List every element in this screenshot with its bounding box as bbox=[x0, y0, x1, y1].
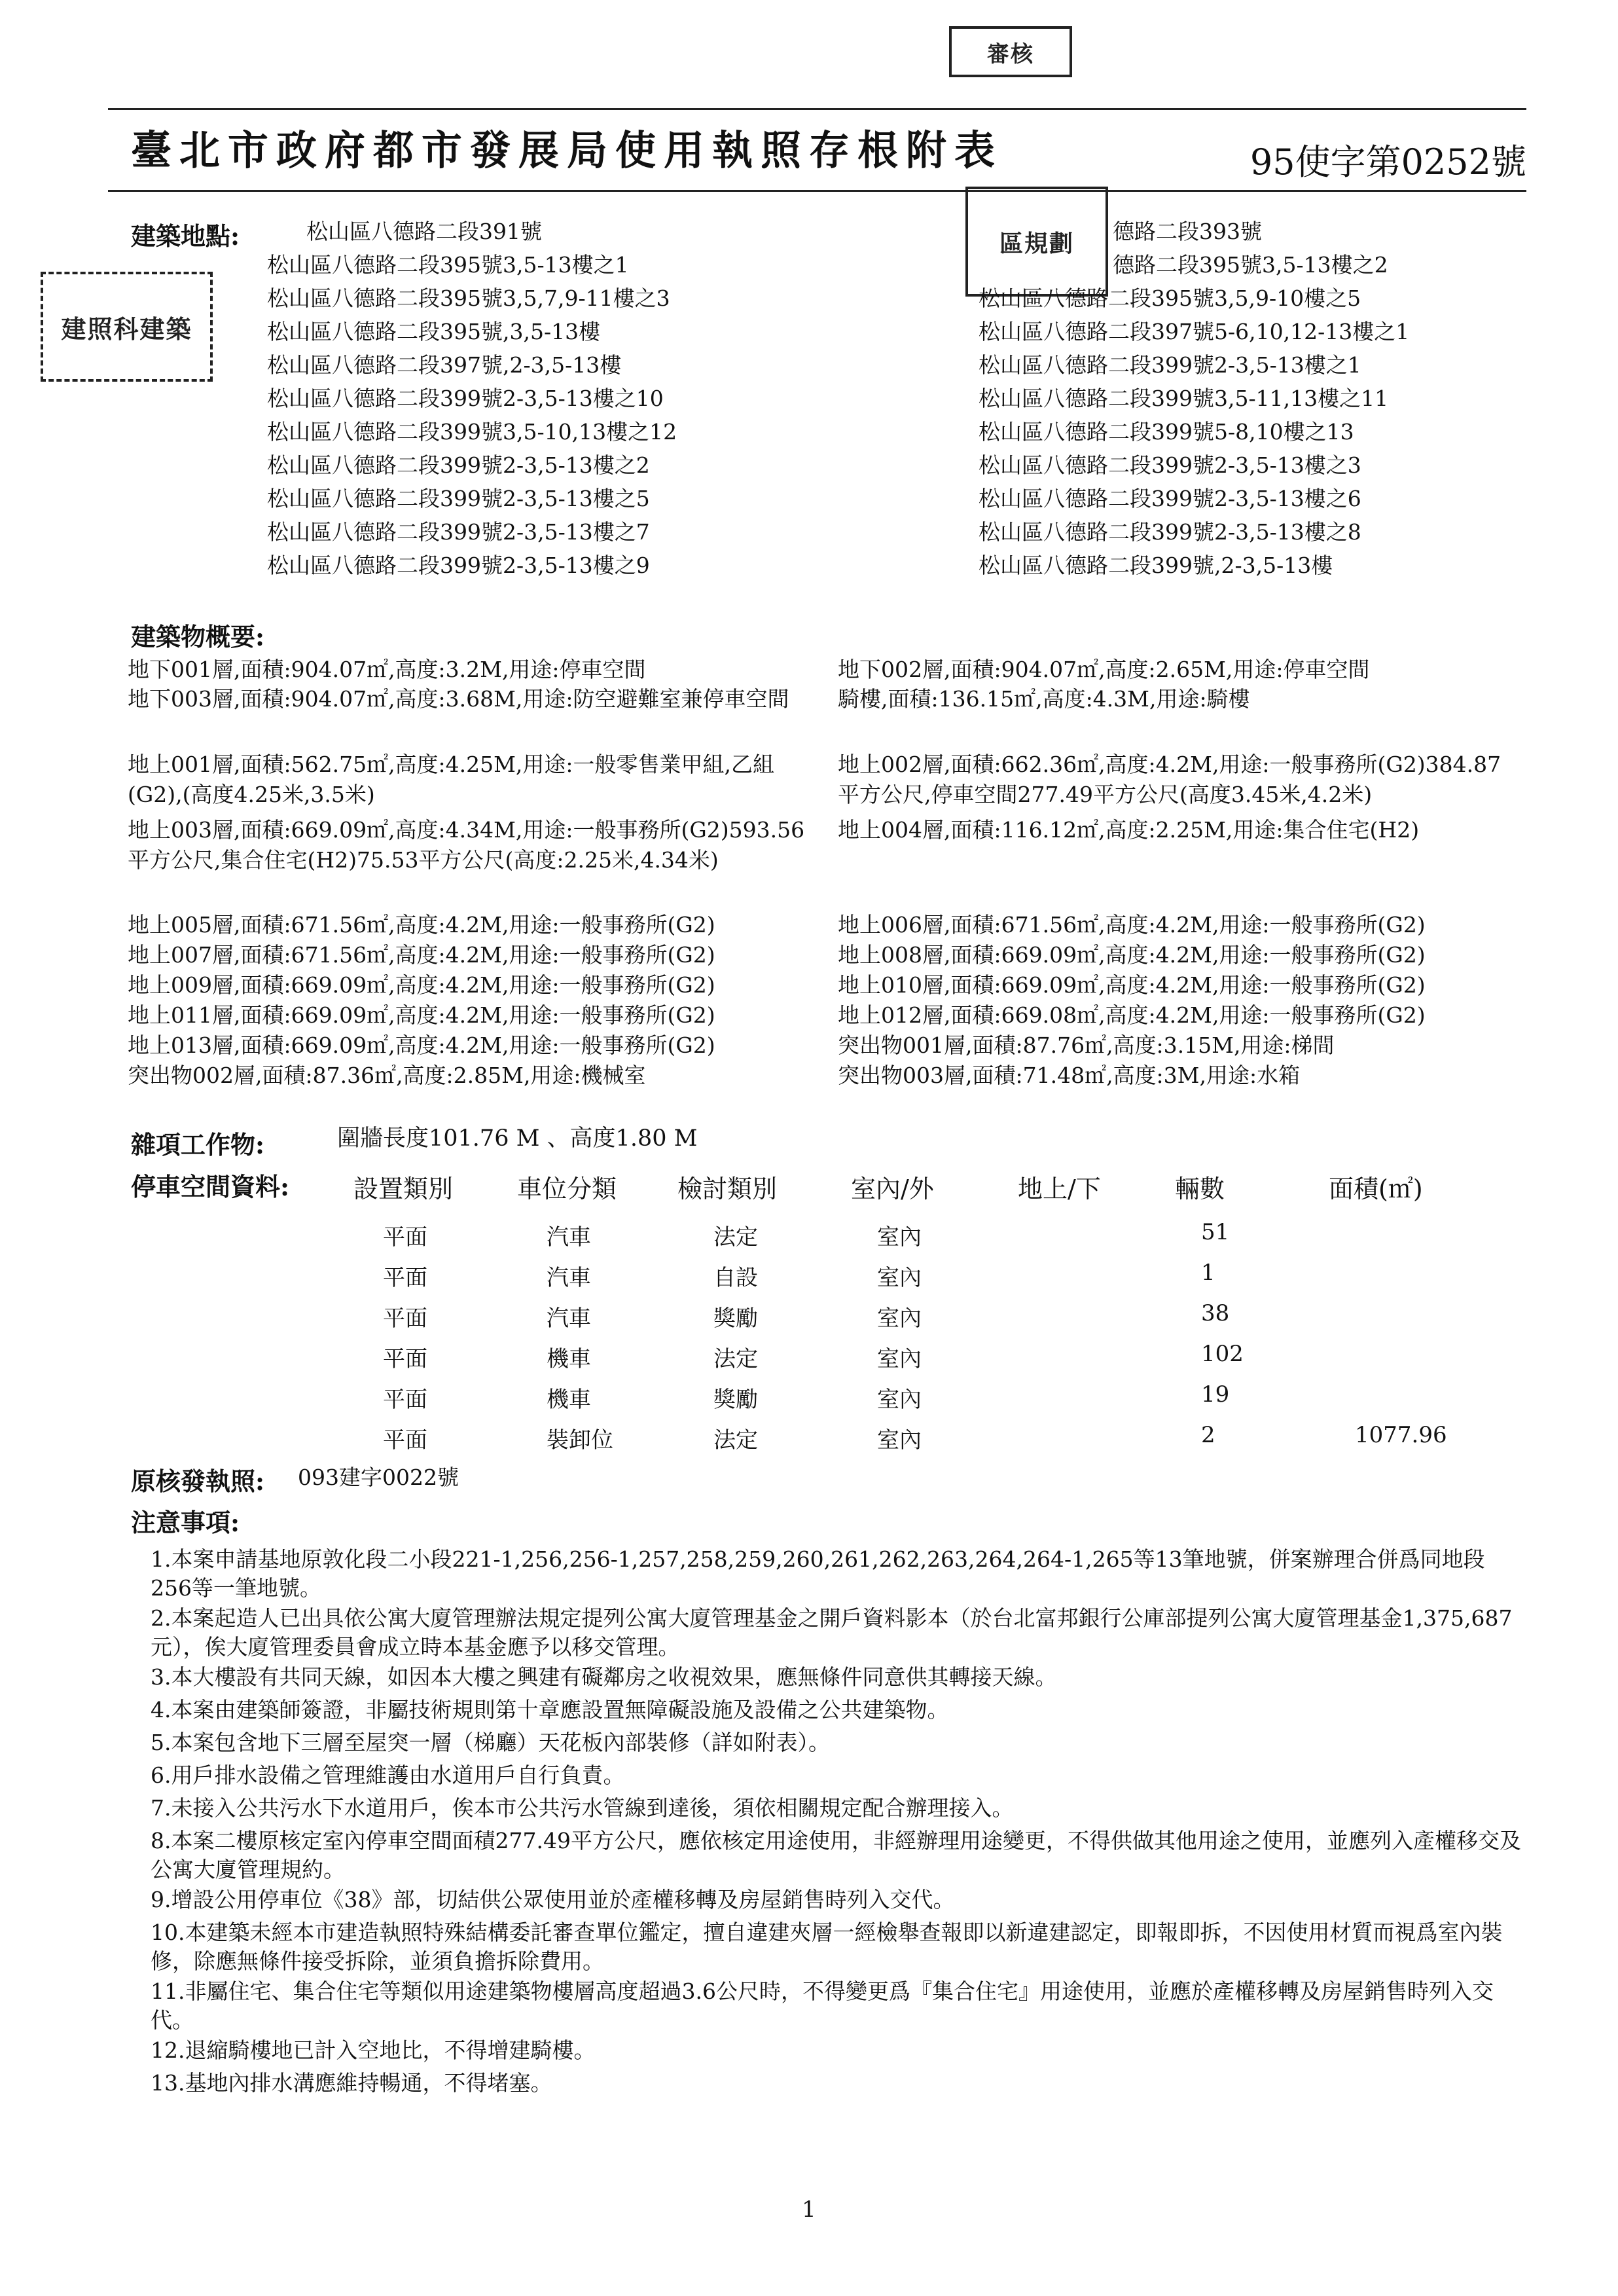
overview-label: 建築物概要: bbox=[131, 622, 265, 651]
parking-header-cell: 設置類別 bbox=[353, 1175, 454, 1203]
title-bottom-rule bbox=[108, 190, 1526, 192]
parking-header-cell: 面積(㎡) bbox=[1329, 1175, 1423, 1203]
address-right-item: 松山區八德路二段399號2-3,5-13樓之6 bbox=[979, 486, 1361, 511]
parking-cell: 平面 bbox=[383, 1387, 427, 1413]
address-left-item: 松山區八德路二段399號2-3,5-13樓之7 bbox=[267, 519, 650, 545]
parking-header-cell: 室內/外 bbox=[851, 1175, 934, 1203]
overview-right-item: 突出物001層,面積:87.76㎡,高度:3.15M,用途:梯間 bbox=[838, 1032, 1335, 1058]
overview-right-item: 地上004層,面積:116.12㎡,高度:2.25M,用途:集合住宅(H2) bbox=[838, 817, 1420, 843]
note-item: 5.本案包含地下三層至屋突一層（梯廳）天花板內部裝修（詳如附表）。 bbox=[151, 1730, 830, 1755]
overview-right-item: 地上006層,面積:671.56㎡,高度:4.2M,用途:一般事務所(G2) bbox=[838, 912, 1426, 938]
parking-cell: 2 bbox=[1201, 1422, 1215, 1448]
overview-left-item: 地上007層,面積:671.56㎡,高度:4.2M,用途:一般事務所(G2) bbox=[128, 942, 715, 968]
note-item: 9.增設公用停車位《38》部，切結供公眾使用並於產權移轉及房屋銷售時列入交代。 bbox=[151, 1887, 955, 1912]
note-item: 7.未接入公共污水下水道用戶，俟本市公共污水管線到達後，須依相關規定配合辦理接入。 bbox=[151, 1795, 1014, 1821]
original-license-value: 093建字0022號 bbox=[298, 1465, 459, 1490]
page-title: 臺北市政府都市發展局使用執照存根附表 bbox=[131, 126, 1003, 174]
parking-label: 停車空間資料: bbox=[131, 1172, 290, 1201]
address-left-item: 松山區八德路二段399號2-3,5-13樓之9 bbox=[267, 553, 650, 578]
address-label: 建築地點: bbox=[131, 221, 240, 251]
overview-right-item: 騎樓,面積:136.15㎡,高度:4.3M,用途:騎樓 bbox=[838, 686, 1250, 712]
parking-cell: 102 bbox=[1201, 1341, 1244, 1367]
note-item: 4.本案由建築師簽證，非屬技術規則第十章應設置無障礙設施及設備之公共建築物。 bbox=[151, 1697, 949, 1722]
overview-left-item: 地下001層,面積:904.07㎡,高度:3.2M,用途:停車空間 bbox=[128, 657, 646, 682]
address-left-item: 松山區八德路二段397號,2-3,5-13樓 bbox=[267, 352, 622, 378]
address-left-item: 松山區八德路二段399號2-3,5-13樓之2 bbox=[267, 452, 650, 478]
address-left-item: 松山區八德路二段399號3,5-10,13樓之12 bbox=[267, 419, 677, 445]
address-right-item: 松山區八德路二段399號2-3,5-13樓之1 bbox=[979, 352, 1361, 378]
overview-right-item: 地上002層,面積:662.36㎡,高度:4.2M,用途:一般事務所(G2)384.87平方公尺,停車空間277.49平方公尺(高度3.45米,4.2米) bbox=[838, 752, 1501, 807]
overview-left-item: 地上013層,面積:669.09㎡,高度:4.2M,用途:一般事務所(G2) bbox=[128, 1032, 715, 1058]
address-right-item: 松山區八德路二段399號5-8,10樓之13 bbox=[979, 419, 1354, 445]
overview-right-item: 突出物003層,面積:71.48㎡,高度:3M,用途:水箱 bbox=[838, 1063, 1301, 1088]
note-item: 12.退縮騎樓地已計入空地比，不得增建騎樓。 bbox=[151, 2037, 596, 2063]
parking-cell: 汽車 bbox=[547, 1224, 591, 1250]
parking-cell: 機車 bbox=[547, 1387, 591, 1413]
address-right-item: 松山區八德路二段399號3,5-11,13樓之11 bbox=[979, 386, 1389, 411]
overview-right-item: 地上008層,面積:669.09㎡,高度:4.2M,用途:一般事務所(G2) bbox=[838, 942, 1426, 968]
parking-cell: 汽車 bbox=[547, 1305, 591, 1332]
parking-cell: 平面 bbox=[383, 1346, 427, 1372]
overview-left-item: 地上003層,面積:669.09㎡,高度:4.34M,用途:一般事務所(G2)593.56平方公尺,集合住宅(H2)75.53平方公尺(高度:2.25米,4.34米) bbox=[128, 817, 805, 873]
original-license-label: 原核發執照: bbox=[131, 1467, 265, 1496]
parking-cell: 51 bbox=[1201, 1219, 1230, 1245]
parking-cell: 裝卸位 bbox=[547, 1427, 613, 1453]
misc-value: 圍牆長度101.76 M 、高度1.80 M bbox=[337, 1125, 698, 1152]
note-item: 6.用戶排水設備之管理維護由水道用戶自行負責。 bbox=[151, 1762, 625, 1788]
parking-cell: 室內 bbox=[877, 1265, 922, 1291]
parking-cell: 自設 bbox=[713, 1265, 758, 1291]
address-right-item: 松山區八德路二段397號5-6,10,12-13樓之1 bbox=[979, 319, 1410, 344]
document-number: 95使字第0252號 bbox=[1249, 141, 1526, 183]
parking-cell: 平面 bbox=[383, 1265, 427, 1291]
overview-left-item: 突出物002層,面積:87.36㎡,高度:2.85M,用途:機械室 bbox=[128, 1063, 646, 1088]
parking-cell: 室內 bbox=[877, 1387, 922, 1413]
parking-cell: 1077.96 bbox=[1355, 1422, 1447, 1448]
overview-left-item: 地上009層,面積:669.09㎡,高度:4.2M,用途:一般事務所(G2) bbox=[128, 972, 715, 998]
parking-cell: 室內 bbox=[877, 1346, 922, 1372]
note-item: 3.本大樓設有共同天線，如因本大樓之興建有礙鄰房之收視效果，應無條件同意供其轉接天線。 bbox=[151, 1664, 1057, 1690]
note-item: 11.非屬住宅、集合住宅等類似用途建築物樓層高度超過3.6公尺時，不得變更爲『集合住宅』用途使用，並應於產權移轉及房屋銷售時列入交代。 bbox=[151, 1978, 1494, 2033]
page-number: 1 bbox=[802, 2196, 816, 2223]
address-left-item: 松山區八德路二段395號3,5,7,9-11樓之3 bbox=[267, 285, 670, 311]
address-right-item: 松山區八德路二段399號2-3,5-13樓之8 bbox=[979, 519, 1361, 545]
overview-left-item: 地上001層,面積:562.75㎡,高度:4.25M,用途:一般零售業甲組,乙組(G2),(高度4.25米,3.5米) bbox=[128, 752, 775, 807]
overview-right-item: 地上010層,面積:669.09㎡,高度:4.2M,用途:一般事務所(G2) bbox=[838, 972, 1426, 998]
parking-cell: 法定 bbox=[713, 1346, 758, 1372]
parking-cell: 獎勵 bbox=[713, 1387, 758, 1413]
parking-cell: 1 bbox=[1201, 1260, 1215, 1286]
address-right-item: 松山區八德路二段399號,2-3,5-13樓 bbox=[979, 553, 1333, 578]
review-stamp: 審核 bbox=[949, 26, 1072, 77]
middle-stamp: 區規劃 bbox=[965, 187, 1108, 297]
misc-label: 雜項工作物: bbox=[131, 1130, 265, 1159]
parking-cell: 平面 bbox=[383, 1224, 427, 1250]
parking-cell: 平面 bbox=[383, 1427, 427, 1453]
parking-cell: 室內 bbox=[877, 1305, 922, 1332]
address-right-item: 德路二段393號 bbox=[1113, 219, 1262, 244]
address-left-item: 松山區八德路二段391號 bbox=[306, 219, 542, 244]
parking-cell: 平面 bbox=[383, 1305, 427, 1332]
notes-label: 注意事項: bbox=[131, 1508, 240, 1537]
address-left-item: 松山區八德路二段395號,3,5-13樓 bbox=[267, 319, 601, 344]
address-left-item: 松山區八德路二段395號3,5-13樓之1 bbox=[267, 252, 629, 278]
parking-cell: 法定 bbox=[713, 1224, 758, 1250]
note-item: 2.本案起造人已出具依公寓大廈管理辦法規定提列公寓大廈管理基金之開戶資料影本（於台北富邦銀行公庫部提列公寓大廈管理基金1,375,687元），俟大廈管理委員會成立時本基金應予以移交管理。 bbox=[151, 1605, 1513, 1660]
address-right-item: 德路二段395號3,5-13樓之2 bbox=[1113, 252, 1388, 278]
overview-left-item: 地下003層,面積:904.07㎡,高度:3.68M,用途:防空避難室兼停車空間 bbox=[128, 686, 789, 712]
note-item: 8.本案二樓原核定室內停車空間面積277.49平方公尺，應依核定用途使用，非經辦理用途變更，不得供做其他用途之使用，並應列入產權移交及公寓大廈管理規約。 bbox=[151, 1828, 1521, 1882]
parking-header-cell: 輛數 bbox=[1175, 1175, 1225, 1203]
note-item: 1.本案申請基地原敦化段二小段221-1,256,256-1,257,258,259,260,261,262,263,264,264-1,265等13筆地號，併案辦理合併爲同地段256等一筆地號。 bbox=[151, 1546, 1485, 1601]
overview-left-item: 地上011層,面積:669.09㎡,高度:4.2M,用途:一般事務所(G2) bbox=[128, 1002, 715, 1028]
side-stamp: 建照科建築 bbox=[41, 272, 213, 382]
overview-right-item: 地下002層,面積:904.07㎡,高度:2.65M,用途:停車空間 bbox=[838, 657, 1370, 682]
parking-cell: 19 bbox=[1201, 1381, 1230, 1408]
parking-cell: 汽車 bbox=[547, 1265, 591, 1291]
address-right-item: 松山區八德路二段399號2-3,5-13樓之3 bbox=[979, 452, 1361, 478]
parking-header-cell: 地上/下 bbox=[1018, 1175, 1101, 1203]
parking-header-cell: 車位分類 bbox=[517, 1175, 617, 1203]
title-top-rule bbox=[108, 108, 1526, 110]
parking-cell: 機車 bbox=[547, 1346, 591, 1372]
address-left-item: 松山區八德路二段399號2-3,5-13樓之5 bbox=[267, 486, 650, 511]
overview-left-item: 地上005層,面積:671.56㎡,高度:4.2M,用途:一般事務所(G2) bbox=[128, 912, 715, 938]
parking-cell: 法定 bbox=[713, 1427, 758, 1453]
parking-cell: 室內 bbox=[877, 1224, 922, 1250]
parking-header-cell: 檢討類別 bbox=[677, 1175, 778, 1203]
address-left-item: 松山區八德路二段399號2-3,5-13樓之10 bbox=[267, 386, 664, 411]
overview-right-item: 地上012層,面積:669.08㎡,高度:4.2M,用途:一般事務所(G2) bbox=[838, 1002, 1426, 1028]
note-item: 10.本建築未經本市建造執照特殊結構委託審查單位鑑定，擅自違建夾層一經檢舉查報即以新違建認定，即報即拆，不因使用材質而視爲室內裝修，除應無條件接受拆除，並須負擔拆除費用。 bbox=[151, 1920, 1503, 1974]
note-item: 13.基地內排水溝應維持暢通，不得堵塞。 bbox=[151, 2070, 552, 2096]
parking-cell: 室內 bbox=[877, 1427, 922, 1453]
address-right-item: 松山區八德路二段395號3,5,9-10樓之5 bbox=[979, 285, 1361, 311]
parking-cell: 獎勵 bbox=[713, 1305, 758, 1332]
parking-cell: 38 bbox=[1201, 1300, 1230, 1326]
